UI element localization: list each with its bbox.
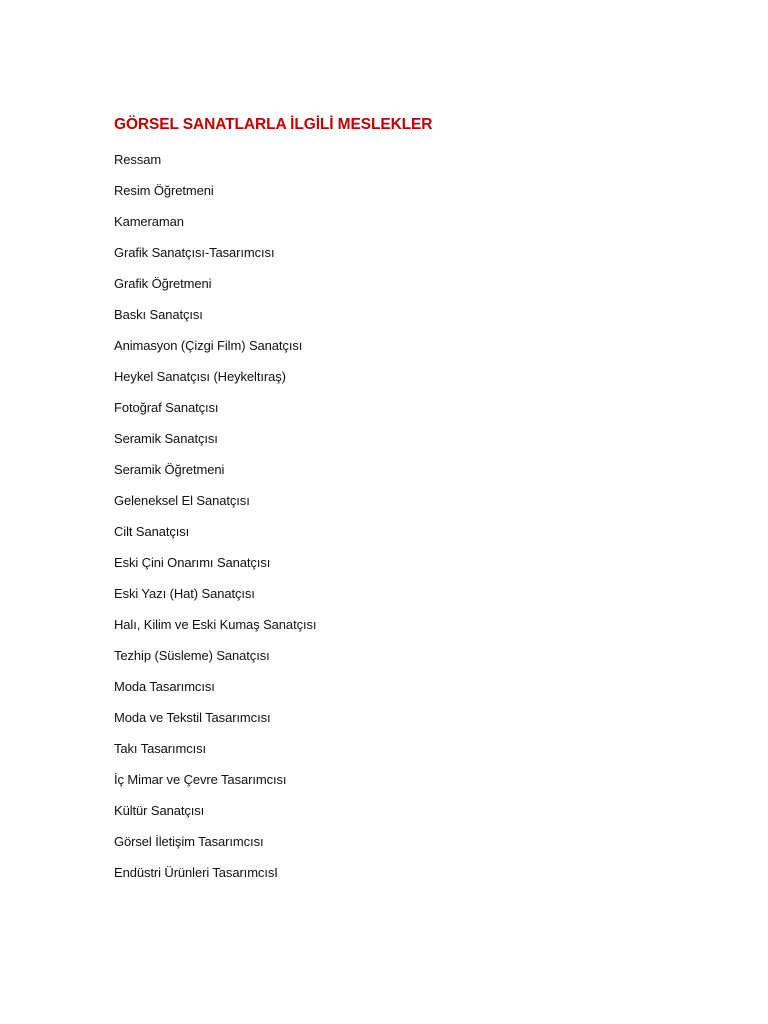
list-item: Fotoğraf Sanatçısı [114,400,219,415]
list-item: Eski Çini Onarımı Sanatçısı [114,555,271,570]
list-item: Moda Tasarımcısı [114,679,215,694]
list-item: Heykel Sanatçısı (Heykeltıraş) [114,369,286,384]
list-item: Moda ve Tekstil Tasarımcısı [114,710,271,725]
list-item: Geleneksel El Sanatçısı [114,493,250,508]
list-item: Kültür Sanatçısı [114,803,205,818]
profession-list [114,150,316,894]
list-item: İç Mimar ve Çevre Tasarımcısı [114,772,287,787]
list-item: Seramik Sanatçısı [114,431,218,446]
list-item: Baskı Sanatçısı [114,307,203,322]
list-item: Endüstri Ürünleri TasarımcısI [114,865,278,880]
list-item: Tezhip (Süsleme) Sanatçısı [114,648,270,663]
list-item: Halı, Kilim ve Eski Kumaş Sanatçısı [114,617,317,632]
list-item: Takı Tasarımcısı [114,741,207,756]
document-title: GÖRSEL SANATLARLA İLGİLİ MESLEKLER [114,116,433,133]
list-item: Görsel İletişim Tasarımcısı [114,834,264,849]
list-item: Grafik Öğretmeni [114,276,212,291]
list-item: Cilt Sanatçısı [114,524,190,539]
list-item: Kameraman [114,214,184,229]
list-item: Animasyon (Çizgi Film) Sanatçısı [114,338,303,353]
list-item: Seramik Öğretmeni [114,462,225,477]
list-item: Grafik Sanatçısı-Tasarımcısı [114,245,275,260]
list-item: Ressam [114,152,162,167]
list-item: Eski Yazı (Hat) Sanatçısı [114,586,255,601]
list-item: Resim Öğretmeni [114,183,214,198]
